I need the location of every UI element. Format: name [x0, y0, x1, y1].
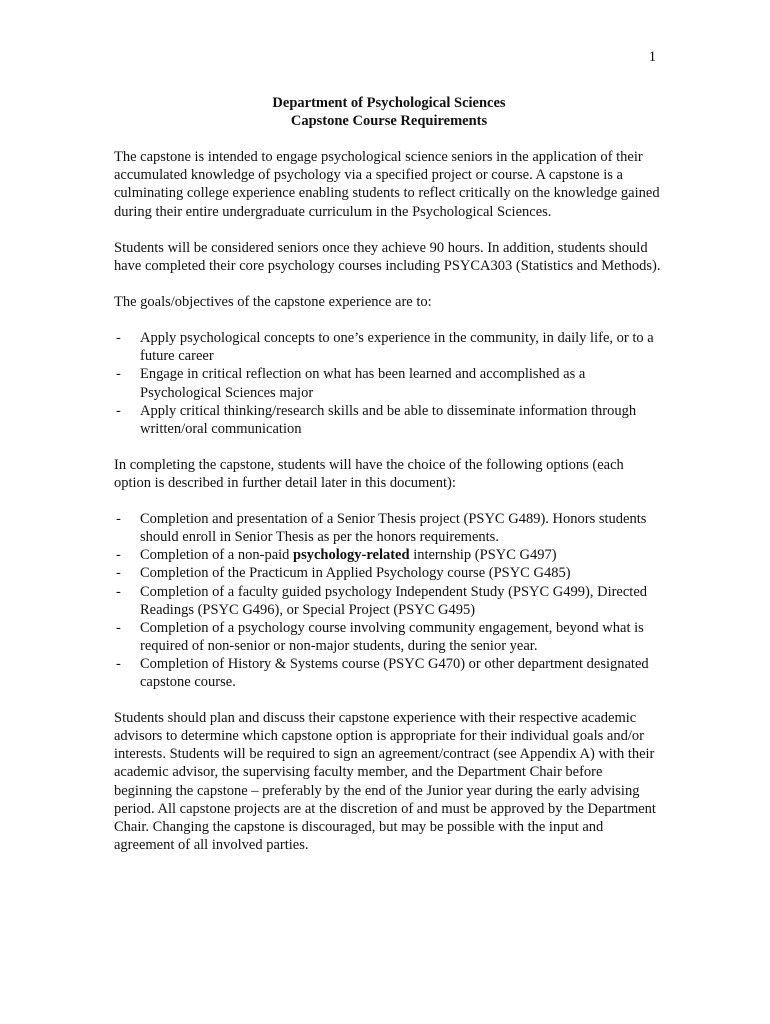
option-text: Completion of a faculty guided psychology Independent Study (PSYC G499), Directed Readings (PSYC G496), or Special Project (PSYC G495): [140, 583, 648, 618]
document-body: [114, 94, 664, 854]
goals-intro-paragraph: The goals/objectives of the capstone experience are to:: [114, 294, 432, 311]
list-bullet: -: [116, 655, 121, 672]
list-bullet: -: [116, 402, 121, 419]
goal-text: Engage in critical reflection on what has been learned and accomplished as a Psychological Sciences major: [140, 366, 586, 401]
list-bullet: -: [116, 619, 121, 636]
goal-text: Apply critical thinking/research skills and be able to disseminate information through written/oral communication: [140, 402, 637, 437]
list-bullet: -: [116, 330, 121, 347]
option-text: Completion of a psychology course involving community engagement, beyond what is required of non-senior or non-major students, during the senior year.: [140, 619, 644, 654]
list-bullet: -: [116, 511, 121, 528]
option-text-prefix: Completion of a non-paid: [140, 547, 294, 564]
list-bullet: -: [116, 583, 121, 600]
goal-text: Apply psychological concepts to one’s experience in the community, in daily life, or to a future career: [140, 330, 654, 365]
list-item: [114, 365, 664, 401]
list-bullet: -: [116, 547, 121, 564]
options-list: [114, 510, 664, 691]
title-department: Department of Psychological Sciences: [272, 95, 506, 111]
option-text-emphasis: psychology-related: [293, 547, 410, 564]
intro-paragraph: The capstone is intended to engage psychological science seniors in the application of their accumulated knowledge of psychology via a specified project or course. A capstone is a culminating college experience enabling students to reflect critically on the knowledge gained during their entire undergraduate curriculum in the Psychological Sciences.: [114, 149, 660, 220]
list-item: [114, 564, 664, 582]
list-item: [114, 546, 664, 564]
closing-paragraph: Students should plan and discuss their capstone experience with their respective academic advisors to determine which capstone option is appropriate for their individual goals and/or interests. Students will be required to sign an agreement/contract (see Appendix A) with their academic advisor, the supervising faculty member, and the Department Chair before beginning the capstone – preferably by the end of the Junior year during the early advising period. All capstone projects are at the discretion of and must be approved by the Department Chair. Changing the capstone is discouraged, but may be possible with the input and agreement of all involved parties.: [114, 710, 656, 853]
title-requirements: Capstone Course Requirements: [290, 113, 488, 130]
list-item: [114, 402, 664, 438]
page-number: 1: [648, 49, 656, 65]
options-intro-paragraph: In completing the capstone, students will have the choice of the following options (each option is described in further detail later in this document):: [114, 456, 624, 491]
option-text: Completion of the Practicum in Applied Psychology course (PSYC G485): [140, 565, 571, 582]
option-text: Completion and presentation of a Senior Thesis project (PSYC G489). Honors students should enroll in Senior Thesis as per the honors requirements.: [140, 511, 647, 546]
list-bullet: -: [116, 565, 121, 582]
list-item: [114, 619, 664, 655]
list-item: [114, 510, 664, 546]
list-bullet: -: [116, 366, 121, 383]
option-text-suffix: internship (PSYC G497): [409, 547, 557, 564]
list-item: [114, 583, 664, 619]
option-text: Completion of History & Systems course (PSYC G470) or other department designated capstone course.: [140, 655, 649, 690]
document-title: [114, 94, 664, 130]
seniors-paragraph: Students will be considered seniors once they achieve 90 hours. In addition, students should have completed their core psychology courses including PSYCA303 (Statistics and Methods).: [114, 239, 661, 274]
list-item: [114, 655, 664, 691]
goals-list: [114, 329, 664, 438]
list-item: [114, 329, 664, 365]
